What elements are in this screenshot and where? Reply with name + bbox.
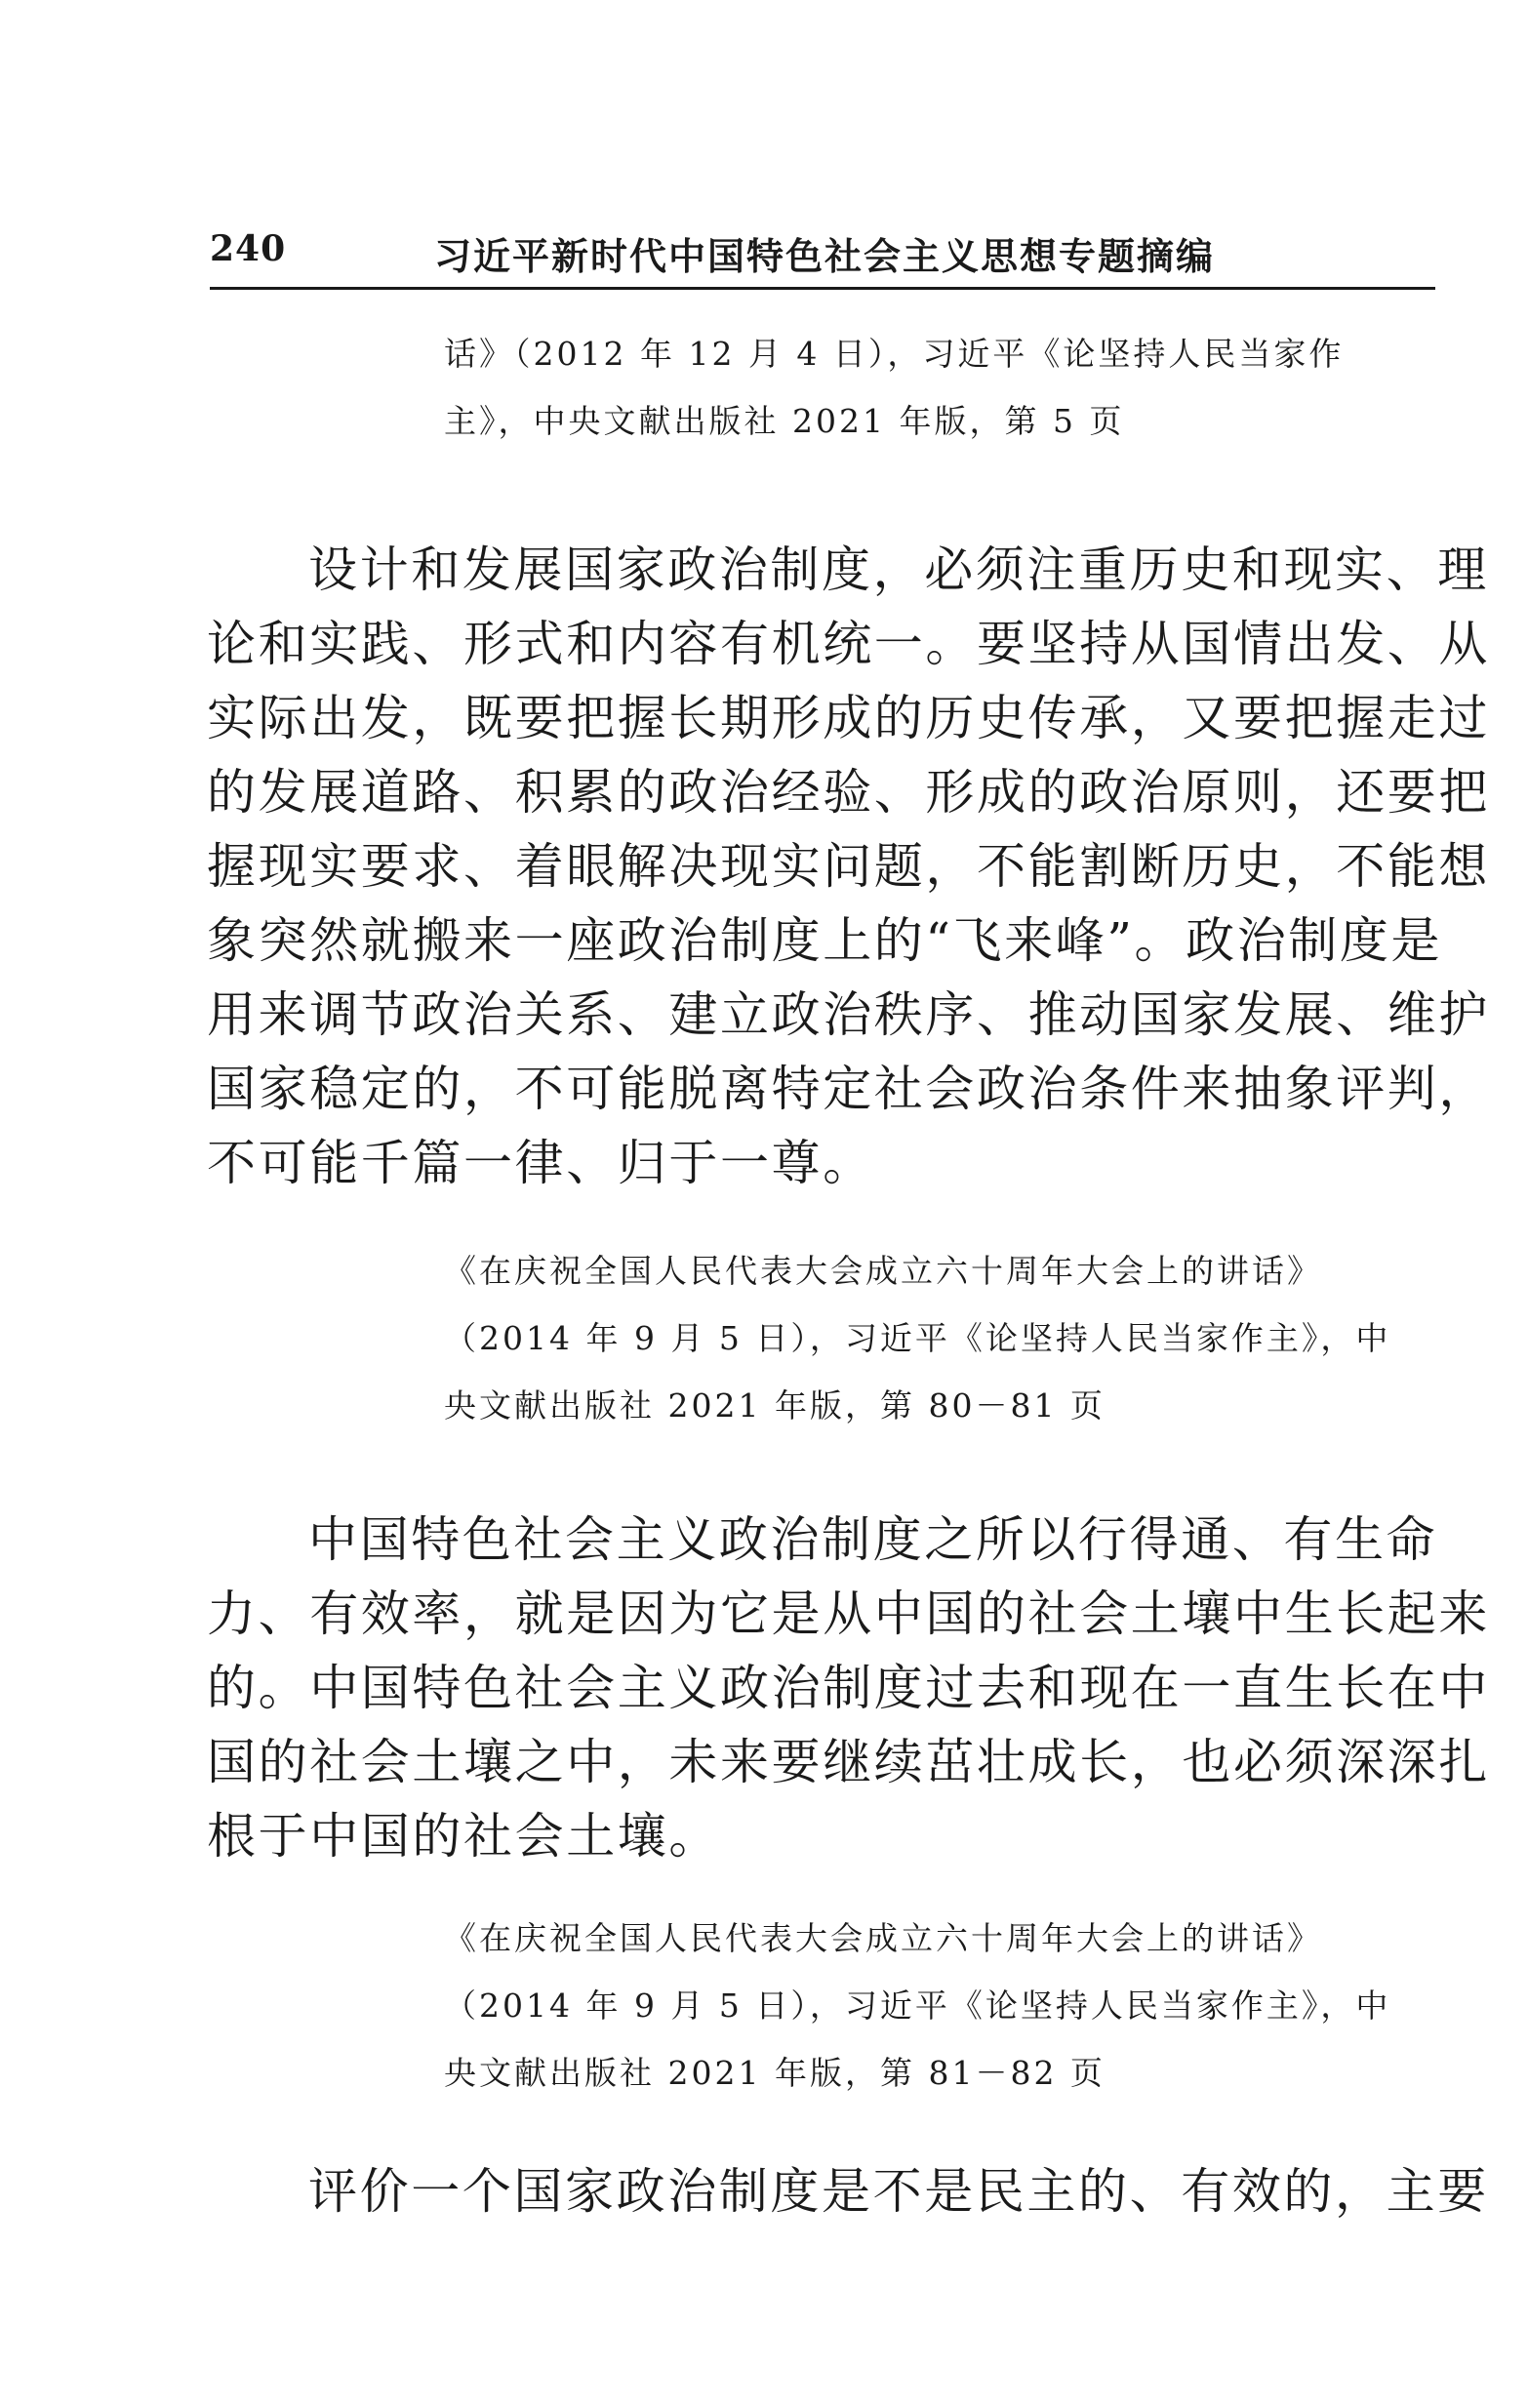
citation-line: 央文献出版社 2021 年版，第 80－81 页 [444,1386,1106,1425]
quote-paragraph-3 [207,2154,1489,2228]
paragraph-line: 实际出发，既要把握长期形成的历史传承，又要把握走过 [207,690,1490,746]
citation-line: 央文献出版社 2021 年版，第 81－82 页 [444,2054,1106,2092]
paragraph-line: 用来调节政治关系、建立政治秩序、推动国家发展、维护 [207,986,1490,1043]
citation-1 [444,1237,1444,1439]
page-header [210,222,1434,283]
paragraph-line: 国家稳定的，不可能脱离特定社会政治条件来抽象评判， [207,1061,1490,1117]
citation-2 [444,1905,1444,2107]
quote-paragraph-1 [207,533,1490,1200]
quote-paragraph-2 [207,1503,1490,1873]
citation-line: （2014 年 9 月 5 日），习近平《论坚持人民当家作主》，中 [444,1319,1391,1357]
page-number: 240 [210,228,287,269]
citation-continued [444,320,1444,455]
paragraph-line: 的。中国特色社会主义政治制度过去和现在一直生长在中 [207,1660,1490,1716]
header-rule [210,287,1435,290]
citation-line: （2014 年 9 月 5 日），习近平《论坚持人民当家作主》，中 [444,1987,1391,2025]
paragraph-line: 象突然就搬来一座政治制度上的“飞来峰”。政治制度是 [207,912,1443,969]
citation-line: 话》（2012 年 12 月 4 日），习近平《论坚持人民当家作 [444,335,1345,373]
citation-line: 《在庆祝全国人民代表大会成立六十周年大会上的讲话》 [444,1252,1322,1290]
citation-line: 主》，中央文献出版社 2021 年版，第 5 页 [444,402,1125,440]
paragraph-line: 的发展道路、积累的政治经验、形成的政治原则，还要把 [207,764,1490,821]
paragraph-line: 评价一个国家政治制度是不是民主的、有效的，主要 [308,2163,1489,2220]
running-title: 习近平新时代中国特色社会主义思想专题摘编 [434,234,1216,278]
paragraph-line: 握现实要求、着眼解决现实问题，不能割断历史，不能想 [207,838,1490,895]
paragraph-line: 国的社会土壤之中，未来要继续茁壮成长，也必须深深扎 [207,1734,1490,1790]
paragraph-line: 力、有效率，就是因为它是从中国的社会土壤中生长起来 [207,1585,1490,1642]
paragraph-line: 根于中国的社会土壤。 [207,1808,720,1865]
citation-line: 《在庆祝全国人民代表大会成立六十周年大会上的讲话》 [444,1919,1322,1957]
paragraph-line: 设计和发展国家政治制度，必须注重历史和现实、理 [308,542,1489,598]
paragraph-line: 不可能千篇一律、归于一尊。 [207,1135,874,1191]
paragraph-line: 论和实践、形式和内容有机统一。要坚持从国情出发、从 [207,616,1490,672]
paragraph-line: 中国特色社会主义政治制度之所以行得通、有生命 [308,1511,1438,1568]
